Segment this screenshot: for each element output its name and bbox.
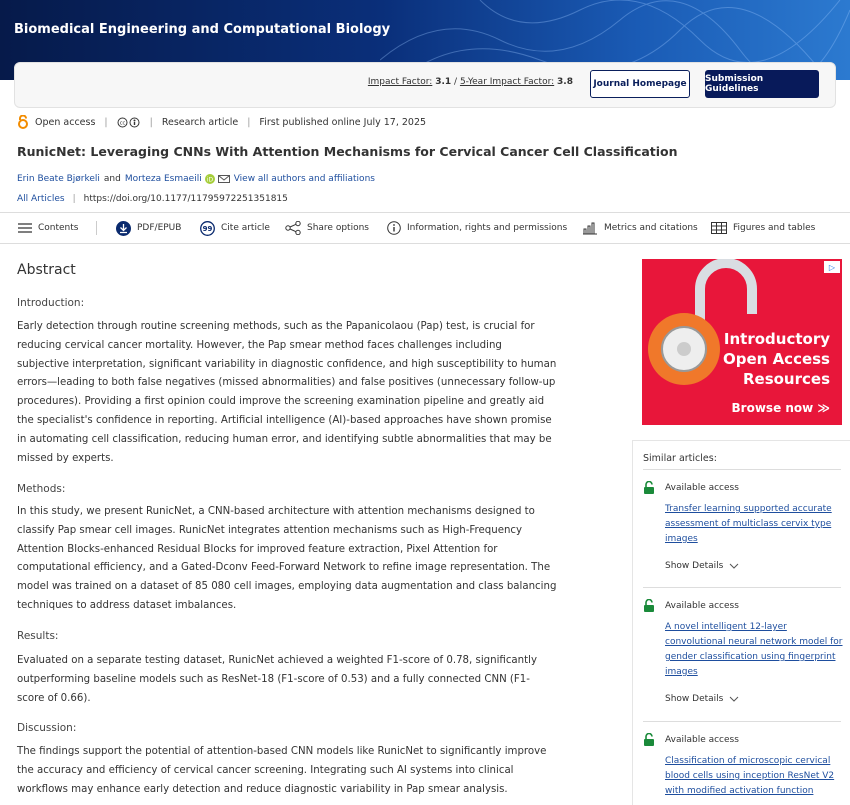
- abstract-heading: Abstract: [17, 262, 76, 278]
- share-options-button[interactable]: [285, 213, 369, 243]
- five-year-impact-label[interactable]: 5-Year Impact Factor:: [459, 77, 555, 87]
- ad-cta[interactable]: Browse now ≫: [731, 401, 830, 415]
- similar-article-item: [643, 481, 843, 571]
- show-details-label: Show Details: [665, 561, 724, 571]
- cite-article-button[interactable]: [200, 213, 270, 243]
- similar-articles-panel: [632, 440, 850, 805]
- doi-row: All Articles | https://doi.org/10.1177/11795972251351815: [17, 194, 288, 204]
- five-year-impact-value[interactable]: 3.8: [557, 77, 573, 87]
- lock-open-icon: [643, 599, 655, 612]
- impact-factor-value[interactable]: 3.1: [435, 77, 452, 87]
- similar-article-link[interactable]: Transfer learning supported accurate assessment of multiclass cervix type images: [665, 504, 832, 544]
- metrics-label: Metrics and citations: [604, 223, 698, 233]
- methods-text: In this study, we present RunicNet, a CNN-based architecture with attention mechanisms designed to classify Pap smear cell images. RunicNet integrates attention mechanisms such as High-Frequency Attention Blocks-enhanced Residual Blocks for improved feature extraction, Pixel Attention for computational efficiency, and a Gated-Dconv Feed-Forward Network to refine image representation. The model was trained on a dataset of 85 080 cell images, employing data augmentation and class balancing techniques to address dataset imbalances.: [17, 506, 557, 611]
- similar-article-link[interactable]: Classification of microscopic cervical blood cells using inception ResNet V2 with modified activation function: [665, 756, 835, 796]
- all-articles-link[interactable]: All Articles: [17, 194, 65, 204]
- table-icon: [711, 222, 727, 234]
- article-toolbar: [0, 212, 850, 244]
- methods-heading: Methods:: [17, 483, 66, 495]
- open-access-label: Open access: [35, 116, 96, 128]
- lock-open-icon: [643, 733, 655, 746]
- information-rights-button[interactable]: [387, 213, 567, 243]
- download-icon: [116, 221, 131, 236]
- similar-articles-heading: Similar articles:: [643, 453, 717, 464]
- ad-line: Open Access: [723, 350, 830, 368]
- figures-tables-button[interactable]: [711, 213, 815, 243]
- metrics-icon: [582, 221, 598, 235]
- view-all-authors-link[interactable]: View all authors and affiliations: [233, 174, 375, 184]
- contents-button[interactable]: [18, 213, 78, 243]
- published-date: First published online July 17, 2025: [259, 116, 427, 128]
- svg-text:cc: cc: [119, 120, 125, 126]
- chevron-down-icon: [729, 563, 739, 569]
- ad-headline: [723, 329, 830, 389]
- contents-label: Contents: [38, 223, 79, 233]
- similar-article-link[interactable]: A novel intelligent 12-layer convolutional neural network model for gender classification using fingerprint images: [665, 622, 843, 677]
- access-label: Available access: [665, 482, 739, 493]
- access-label: Available access: [665, 734, 739, 745]
- info-label: Information, rights and permissions: [407, 223, 568, 233]
- impact-factor-label[interactable]: Impact Factor:: [367, 77, 433, 87]
- menu-icon: [18, 223, 32, 233]
- open-access-icon: [17, 115, 29, 129]
- ad-line: Introductory: [723, 330, 830, 348]
- introduction-text: Early detection through routine screening methods, such as the Papanicolaou (Pap) test, is crucial for reducing cervical cancer mortality. However, the Pap smear method faces challenges including subjective interpretation, significant variability in diagnostic confidence, and high susceptibility to human errors—leading to both false negatives (missed abnormalities) and false positives (unnecessary follow-up procedures). Providing a first opinion could improve the screening examination pipeline and greatly aid the specialist's confidence in reporting. Artificial intelligence (AI)-based approaches have shown promise in automating cell classification, reducing human error, and identifying subtle abnormalities that may be missed by experts.: [17, 321, 557, 464]
- author-link[interactable]: Erin Beate Bjørkeli: [17, 174, 100, 184]
- creative-commons-icon[interactable]: [117, 117, 141, 128]
- advertisement[interactable]: [642, 259, 842, 425]
- article-title: RunicNet: Leveraging CNNs With Attention Mechanisms for Cervical Cancer Cell Classification: [17, 144, 678, 159]
- svg-text:iD: iD: [206, 176, 213, 184]
- pdf-label: PDF/EPUB: [137, 223, 182, 233]
- journal-homepage-button[interactable]: Journal Homepage: [590, 70, 690, 98]
- similar-article-item: [643, 733, 843, 799]
- show-details-button[interactable]: [665, 694, 843, 704]
- metrics-citations-button[interactable]: [582, 213, 698, 243]
- author-link[interactable]: Morteza Esmaeili: [124, 174, 202, 184]
- share-icon: [285, 221, 301, 235]
- journal-info-card: [14, 62, 836, 108]
- cite-label: Cite article: [221, 223, 270, 233]
- ad-line: Resources: [742, 370, 830, 388]
- access-label: Available access: [665, 600, 739, 611]
- figures-label: Figures and tables: [733, 223, 816, 233]
- orcid-icon[interactable]: [205, 174, 215, 184]
- svg-text:99: 99: [202, 224, 213, 233]
- show-details-button[interactable]: [665, 561, 843, 571]
- submission-guidelines-button[interactable]: Submission Guidelines: [705, 70, 819, 98]
- info-icon: [387, 221, 401, 235]
- author-and: and: [103, 174, 121, 184]
- show-details-label: Show Details: [665, 694, 724, 704]
- discussion-text: The findings support the potential of attention-based CNN models like RunicNet to significantly improve the accuracy and efficiency of cervical cancer screening. Integrating such AI systems into clinical workflows may enhance early detection and reduce diagnostic variability in Pap smear analysis.: [17, 746, 547, 795]
- share-label: Share options: [307, 223, 369, 233]
- lock-open-icon: [643, 481, 655, 494]
- quote-icon: [200, 221, 215, 236]
- journal-title[interactable]: Biomedical Engineering and Computational Biology: [14, 22, 391, 37]
- introduction-heading: Introduction:: [17, 297, 85, 309]
- chevron-down-icon: [729, 696, 739, 702]
- doi-link[interactable]: https://doi.org/10.1177/11795972251351815: [83, 194, 288, 204]
- adchoices-icon[interactable]: ▷: [824, 261, 840, 273]
- impact-factor: [368, 77, 573, 87]
- similar-article-item: [643, 599, 843, 704]
- article-meta: Open access | cc | Research article | First published online July 17, 2025: [17, 115, 426, 129]
- results-heading: Results:: [17, 630, 59, 642]
- article-type: Research article: [161, 116, 239, 128]
- email-icon[interactable]: [218, 174, 230, 184]
- discussion-heading: Discussion:: [17, 722, 77, 734]
- results-text: Evaluated on a separate testing dataset, RunicNet achieved a weighted F1-score of 0.78, significantly outperforming baseline models such as ResNet-18 (F1-score of 0.53) and a fully connected CNN (F1-score of 0.66).: [17, 655, 537, 704]
- author-list: [17, 174, 375, 184]
- pdf-epub-button[interactable]: [116, 213, 181, 243]
- impact-separator: /: [454, 77, 458, 87]
